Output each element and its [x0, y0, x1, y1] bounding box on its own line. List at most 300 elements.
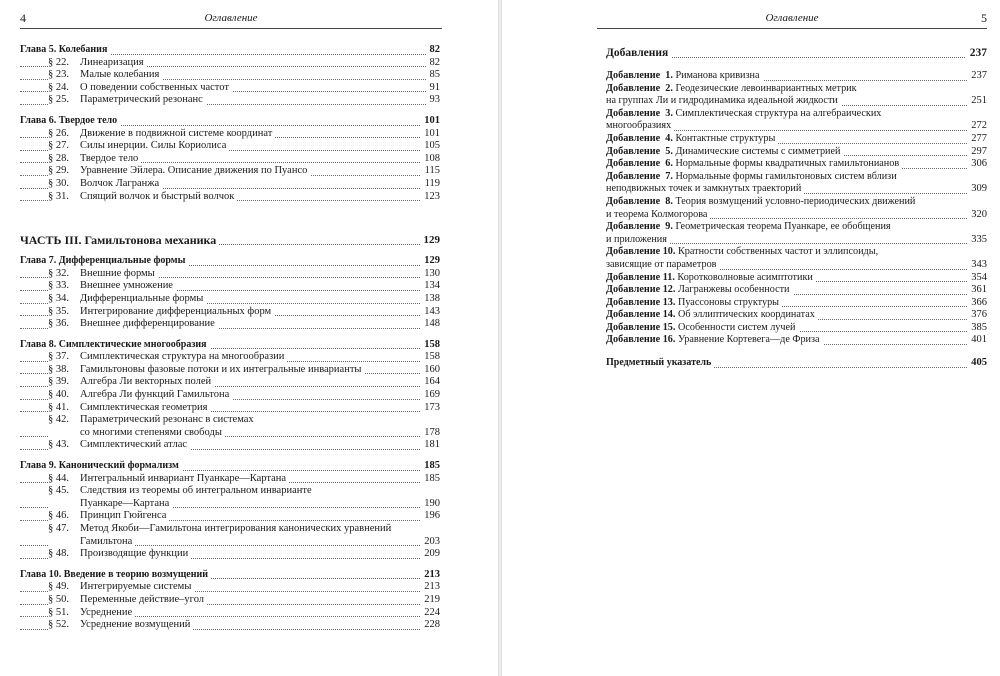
toc-entry-text: [48, 82, 232, 93]
toc-appendix-entry[interactable]: [606, 284, 987, 297]
toc-section-entry[interactable]: [20, 178, 440, 191]
toc-entry-text: [48, 427, 225, 438]
appendix-title: Лагранжевы особенности: [677, 284, 790, 296]
toc-entry-text: [606, 334, 823, 345]
toc-entry-text: [606, 357, 714, 368]
toc-entry-text: [606, 196, 918, 207]
toc-heading-text: Глава 8. Симплектические многообразия: [20, 338, 207, 350]
toc-chapter-entry[interactable]: [20, 569, 440, 582]
appendix-title: Симплектическая структура на алгебраических: [675, 107, 882, 119]
page-number: 335: [967, 234, 987, 247]
toc-entry-text: [48, 94, 206, 105]
appendix-label: Добавление 4.: [606, 132, 673, 144]
right-header-rule: [597, 28, 987, 29]
toc-section-entry[interactable]: [20, 280, 440, 293]
toc-appendix-entry[interactable]: [606, 272, 987, 285]
toc-entry-text: [606, 297, 782, 308]
toc-section-entry[interactable]: [20, 376, 440, 389]
toc-entry-text: [48, 473, 289, 484]
section-title: Усреднение: [80, 606, 133, 618]
toc-section-entry[interactable]: [20, 523, 440, 536]
page-number: 93: [426, 94, 441, 107]
page-number: 160: [420, 364, 440, 377]
appendix-title: Особенности систем лучей: [677, 321, 796, 333]
appendix-label: Добавление 6.: [606, 158, 673, 170]
page-number: 237: [967, 70, 987, 83]
toc-entry-text: [48, 153, 141, 164]
toc-appendix-entry[interactable]: [606, 95, 987, 108]
page-number: 306: [967, 158, 987, 171]
page-number: 101: [420, 115, 440, 128]
section-number: § 34.: [48, 292, 69, 304]
section-number: § 31.: [48, 190, 69, 202]
section-number: § 47.: [48, 523, 69, 534]
appendix-label: Добавление 14.: [606, 309, 676, 321]
section-title: Параметрический резонанс в системах: [80, 414, 254, 426]
appendix-title: Коротковолновые асимптотики: [677, 271, 813, 283]
appendix-label: Добавление 7.: [606, 170, 673, 182]
page-number: 123: [420, 191, 440, 204]
toc-entry-text: [48, 523, 394, 534]
section-number: § 27.: [48, 140, 69, 152]
appendix-title-continued: многообразиях: [606, 120, 672, 132]
toc-entry-text: [606, 284, 793, 295]
toc-entry-text: [606, 322, 799, 333]
right-toc: [606, 46, 987, 370]
toc-appendix-entry[interactable]: [606, 108, 987, 121]
toc-section-entry[interactable]: [20, 82, 440, 95]
page-number: 138: [420, 293, 440, 306]
toc-entry-text: [48, 268, 158, 279]
appendix-title: Об эллиптических координатах: [677, 309, 815, 321]
toc-appendix-entry[interactable]: [606, 70, 987, 83]
toc-appendix-heading[interactable]: [606, 46, 987, 60]
toc-entry-text: [606, 209, 710, 220]
toc-entry-text: [48, 536, 135, 547]
section-title: Гамильтоновы фазовые потоки и их интегральные инварианты: [80, 363, 362, 375]
toc-entry-text: [48, 191, 237, 202]
toc-entry-text: [48, 607, 135, 618]
page-number: 213: [420, 569, 440, 582]
page-number: 277: [967, 133, 987, 146]
appendix-label: Добавление 13.: [606, 296, 676, 308]
appendix-label: Добавление 16.: [606, 334, 676, 346]
page-number: 158: [420, 351, 440, 364]
toc-section-entry[interactable]: [20, 485, 440, 498]
appendix-label: Добавление 5.: [606, 145, 673, 157]
toc-appendix-entry[interactable]: [606, 146, 987, 159]
section-title: Уравнение Эйлера. Описание движения по Пуансо: [80, 165, 308, 177]
toc-spacer: [20, 452, 440, 460]
toc-appendix-entry[interactable]: [606, 234, 987, 247]
section-title: Движение в подвижной системе координат: [80, 127, 273, 139]
toc-section-entry[interactable]: [20, 153, 440, 166]
page-number: 181: [420, 439, 440, 452]
toc-entry-text: [48, 280, 176, 291]
toc-heading-text: Добавления: [606, 47, 669, 59]
toc-entry-text: [20, 255, 188, 266]
toc-appendix-entry[interactable]: [606, 309, 987, 322]
appendix-label: Добавление 15.: [606, 321, 676, 333]
page-number: 196: [420, 510, 440, 523]
section-number: § 45.: [48, 485, 69, 497]
section-number: § 52.: [48, 619, 69, 631]
toc-section-entry[interactable]: [20, 581, 440, 594]
section-number: § 22.: [48, 56, 69, 68]
page-number: 401: [967, 334, 987, 347]
section-title: Внешние формы: [80, 267, 155, 279]
section-title: Следствия из теоремы об интегральном инварианте: [80, 485, 312, 497]
section-number: § 26.: [48, 127, 69, 139]
toc-entry-text: [48, 128, 275, 139]
toc-section-entry[interactable]: [20, 548, 440, 561]
toc-heading-text: Глава 9. Канонический формализм: [20, 460, 179, 472]
toc-section-entry[interactable]: [20, 128, 440, 141]
toc-appendix-entry[interactable]: [606, 246, 987, 259]
page-number: 385: [967, 322, 987, 335]
toc-heading-text: Глава 10. Введение в теорию возмущений: [20, 568, 208, 580]
page-number: 85: [426, 69, 441, 82]
toc-entry-text: [606, 259, 719, 270]
page-number: 91: [426, 82, 441, 95]
page-number: 101: [420, 128, 440, 141]
toc-entry-text: [48, 69, 162, 80]
page-number: 108: [420, 153, 440, 166]
toc-section-entry[interactable]: [20, 607, 440, 620]
toc-entry-text: [606, 309, 818, 320]
section-title: Интегрирование дифференциальных форм: [80, 305, 272, 317]
section-title: Алгебра Ли векторных полей: [80, 376, 212, 388]
toc-entry-text: [48, 57, 147, 68]
page-number: 320: [967, 209, 987, 222]
section-title: Симплектическая структура на многообразии: [80, 351, 285, 363]
toc-part-entry[interactable]: [20, 233, 440, 247]
appendix-title: Риманова кривизна: [675, 70, 760, 81]
toc-spacer: [20, 203, 440, 233]
toc-appendix-entry[interactable]: [606, 133, 987, 146]
toc-entry-text: [48, 594, 207, 605]
section-number: § 50.: [48, 593, 69, 605]
toc-section-entry[interactable]: [20, 427, 440, 440]
section-title: Твердое тело: [80, 152, 139, 164]
section-number: § 39.: [48, 376, 69, 388]
appendix-title-continued: и приложения: [606, 233, 667, 245]
toc-appendix-entry[interactable]: [606, 120, 987, 133]
toc-entry-text: [48, 306, 274, 317]
page-number: 251: [967, 95, 987, 108]
page-number: 309: [967, 183, 987, 196]
appendix-label: Добавление 8.: [606, 195, 673, 207]
toc-appendix-entry[interactable]: [606, 158, 987, 171]
toc-appendix-entry[interactable]: [606, 259, 987, 272]
section-number: § 24.: [48, 81, 69, 93]
page-number: 129: [420, 233, 441, 247]
section-number: § 41.: [48, 401, 69, 413]
appendix-label: Добавление 11.: [606, 271, 675, 283]
toc-entry-text: [48, 140, 229, 151]
toc-chapter-entry[interactable]: [20, 44, 440, 57]
toc-entry-text: [48, 318, 218, 329]
toc-heading-text: ЧАСТЬ III. Гамильтонова механика: [20, 233, 217, 248]
toc-section-entry[interactable]: [20, 498, 440, 511]
page-number: 129: [420, 255, 440, 268]
appendix-label: Добавление 9.: [606, 221, 673, 233]
left-page: [0, 0, 498, 676]
toc-appendix-entry[interactable]: [606, 171, 987, 184]
page-number: 185: [420, 473, 440, 486]
toc-entry-text: [48, 439, 190, 450]
page-number: 272: [967, 120, 987, 133]
toc-entry-text: [48, 619, 193, 630]
right-page-running-title: Оглавление: [765, 12, 819, 24]
page-number: 361: [967, 284, 987, 297]
section-number: § 44.: [48, 472, 69, 484]
toc-spacer: [20, 331, 440, 339]
toc-appendix-entry[interactable]: [606, 322, 987, 335]
page-number: 224: [420, 607, 440, 620]
page-number: 228: [420, 619, 440, 632]
toc-section-entry[interactable]: [20, 140, 440, 153]
section-title: О поведении собственных частот: [80, 81, 229, 93]
toc-entry-text: [48, 510, 169, 521]
toc-entry-text: [606, 246, 881, 257]
appendix-label: Добавление 1.: [606, 70, 673, 81]
toc-entry-text: [48, 402, 210, 413]
section-title: Усреднение возмущений: [80, 619, 191, 631]
toc-appendix-entry[interactable]: [606, 196, 987, 209]
toc-section-entry[interactable]: [20, 594, 440, 607]
toc-section-entry[interactable]: [20, 293, 440, 306]
toc-entry-text: [606, 234, 670, 245]
section-number: § 43.: [48, 439, 69, 451]
section-title: Малые колебания: [80, 69, 160, 81]
section-title: Параметрический резонанс: [80, 94, 203, 106]
section-title-continued: Пуанкаре—Картана: [80, 497, 170, 509]
left-page-running-title: Оглавление: [204, 12, 258, 24]
toc-appendix-entry[interactable]: [606, 334, 987, 347]
appendix-title-continued: и теорема Колмогорова: [606, 208, 708, 220]
appendix-title: Пуассоновы структуры: [677, 296, 780, 308]
section-title: Дифференциальные формы: [80, 292, 204, 304]
toc-section-entry[interactable]: [20, 57, 440, 70]
section-number: § 48.: [48, 548, 69, 560]
toc-entry-text: [20, 460, 182, 471]
toc-entry-text: [606, 272, 816, 283]
section-title: Метод Якоби—Гамильтона интегрирования канонических уравнений: [80, 523, 392, 534]
toc-entry-text: [606, 108, 884, 119]
toc-entry-text: [48, 485, 315, 496]
toc-chapter-entry[interactable]: [606, 357, 987, 370]
toc-entry-text: [48, 364, 364, 375]
section-title-continued: со многими степенями свободы: [80, 426, 222, 438]
toc-section-entry[interactable]: [20, 191, 440, 204]
section-title: Принцип Гюйгенса: [80, 510, 167, 522]
toc-section-entry[interactable]: [20, 439, 440, 452]
toc-section-entry[interactable]: [20, 389, 440, 402]
toc-entry-text: [20, 115, 120, 126]
toc-section-entry[interactable]: [20, 414, 440, 427]
toc-entry-text: [20, 569, 211, 580]
appendix-label: Добавление 10.: [606, 246, 676, 258]
section-number: § 46.: [48, 510, 69, 522]
toc-chapter-entry[interactable]: [20, 460, 440, 473]
toc-section-entry[interactable]: [20, 306, 440, 319]
section-number: § 35.: [48, 305, 69, 317]
right-page: [502, 0, 1000, 676]
section-title: Интегральный инвариант Пуанкаре—Картана: [80, 472, 287, 484]
toc-entry-text: [606, 133, 778, 144]
toc-appendix-entry[interactable]: [606, 221, 987, 234]
page-number: 164: [420, 376, 440, 389]
section-title: Симплектическая геометрия: [80, 401, 208, 413]
section-title: Интегрируемые системы: [80, 581, 192, 593]
toc-chapter-entry[interactable]: [20, 255, 440, 268]
page-number: 343: [967, 259, 987, 272]
page-number: 148: [420, 318, 440, 331]
toc-section-entry[interactable]: [20, 268, 440, 281]
page-number: 115: [421, 165, 440, 178]
appendix-label: Добавление 3.: [606, 107, 673, 119]
section-number: § 23.: [48, 69, 69, 81]
section-number: § 32.: [48, 267, 69, 279]
page-number: 297: [967, 146, 987, 159]
toc-spacer: [20, 247, 440, 255]
page-number: 82: [426, 57, 441, 70]
toc-entry-text: [20, 339, 210, 350]
toc-entry-text: [48, 389, 232, 400]
toc-section-entry[interactable]: [20, 510, 440, 523]
toc-section-entry[interactable]: [20, 69, 440, 82]
toc-entry-text: [606, 95, 841, 106]
section-number: § 42.: [48, 414, 69, 426]
page-number: 209: [420, 548, 440, 561]
toc-heading-text: Глава 6. Твердое тело: [20, 114, 118, 126]
appendix-title: Нормальные формы гамильтоновых систем вблизи: [675, 170, 897, 182]
toc-chapter-entry[interactable]: [20, 115, 440, 128]
right-page-header: [597, 10, 987, 26]
section-title: Спящий волчок и быстрый волчок: [80, 190, 235, 202]
toc-spacer: [20, 561, 440, 569]
appendix-title: Теория возмущений условно-периодических движений: [675, 195, 916, 207]
section-title: Производящие функции: [80, 548, 189, 560]
page-number: 158: [420, 339, 440, 352]
left-page-number: 4: [20, 11, 26, 25]
left-header-rule: [20, 28, 442, 29]
toc-section-entry[interactable]: [20, 619, 440, 632]
appendix-title-continued: неподвижных точек и замкнутых траекторий: [606, 183, 802, 195]
toc-chapter-entry[interactable]: [20, 339, 440, 352]
page-number: 237: [966, 46, 987, 60]
page-number: 376: [967, 309, 987, 322]
section-number: § 49.: [48, 581, 69, 593]
section-number: § 29.: [48, 165, 69, 177]
toc-entry-text: [48, 414, 257, 425]
page-number: 354: [967, 272, 987, 285]
left-toc: [20, 44, 440, 632]
section-number: § 28.: [48, 152, 69, 164]
toc-appendix-entry[interactable]: [606, 297, 987, 310]
toc-appendix-entry[interactable]: [606, 209, 987, 222]
page-number: 178: [420, 427, 440, 440]
toc-entry-text: [606, 83, 860, 94]
section-title: Внешнее дифференцирование: [80, 318, 215, 330]
toc-section-entry[interactable]: [20, 351, 440, 364]
toc-heading-text: Предметный указатель: [606, 357, 712, 369]
page-number: 366: [967, 297, 987, 310]
toc-entry-text: [606, 70, 763, 81]
page-number: 190: [420, 498, 440, 511]
toc-section-entry[interactable]: [20, 94, 440, 107]
section-number: § 51.: [48, 606, 69, 618]
toc-entry-text: [48, 376, 214, 387]
page-number: 169: [420, 389, 440, 402]
toc-heading-text: Глава 5. Колебания: [20, 44, 108, 55]
page-number: 173: [420, 402, 440, 415]
section-number: § 38.: [48, 363, 69, 375]
page-number: 105: [420, 140, 440, 153]
right-page-number: 5: [981, 11, 987, 25]
toc-entry-text: [20, 44, 110, 55]
section-number: § 25.: [48, 94, 69, 106]
page-number: 213: [420, 581, 440, 594]
appendix-title: Геодезические левоинвариантных метрик: [675, 82, 857, 94]
section-title: Волчок Лагранжа: [80, 177, 160, 189]
toc-heading-text: Глава 7. Дифференциальные формы: [20, 255, 186, 267]
toc-section-entry[interactable]: [20, 165, 440, 178]
page-number: 130: [420, 268, 440, 281]
appendix-label: Добавление 12.: [606, 284, 676, 296]
toc-entry-text: [20, 233, 219, 247]
toc-spacer: [606, 60, 987, 70]
toc-section-entry[interactable]: [20, 402, 440, 415]
page-number: 143: [420, 306, 440, 319]
toc-spacer: [20, 107, 440, 115]
toc-section-entry[interactable]: [20, 364, 440, 377]
toc-section-entry[interactable]: [20, 536, 440, 549]
page-number: 203: [420, 536, 440, 549]
toc-section-entry[interactable]: [20, 473, 440, 486]
appendix-title: Уравнение Кортевега—де Фриза: [677, 334, 820, 346]
section-number: § 36.: [48, 318, 69, 330]
section-title: Внешнее умножение: [80, 280, 173, 292]
toc-entry-text: [606, 120, 674, 131]
toc-entry-text: [606, 171, 900, 182]
toc-entry-text: [48, 581, 194, 592]
toc-entry-text: [48, 351, 287, 362]
toc-entry-text: [606, 146, 843, 157]
page-number: 185: [420, 460, 440, 473]
section-number: § 40.: [48, 389, 69, 401]
toc-section-entry[interactable]: [20, 318, 440, 331]
section-title: Алгебра Ли функций Гамильтона: [80, 389, 230, 401]
toc-appendix-entry[interactable]: [606, 183, 987, 196]
section-number: § 33.: [48, 280, 69, 292]
appendix-title: Динамические системы с симметрией: [675, 145, 841, 157]
section-title: Линеаризация: [80, 56, 144, 68]
toc-appendix-entry[interactable]: [606, 83, 987, 96]
section-number: § 30.: [48, 177, 69, 189]
toc-entry-text: [48, 548, 191, 559]
toc-entry-text: [606, 183, 804, 194]
toc-spacer: [606, 347, 987, 357]
page-number: 82: [426, 44, 441, 57]
left-page-header: [20, 10, 442, 26]
page-number: 219: [420, 594, 440, 607]
toc-entry-text: [606, 47, 671, 59]
page-number: 134: [420, 280, 440, 293]
appendix-title: Нормальные формы квадратичных гамильтонианов: [675, 158, 900, 170]
toc-entry-text: [48, 293, 206, 304]
